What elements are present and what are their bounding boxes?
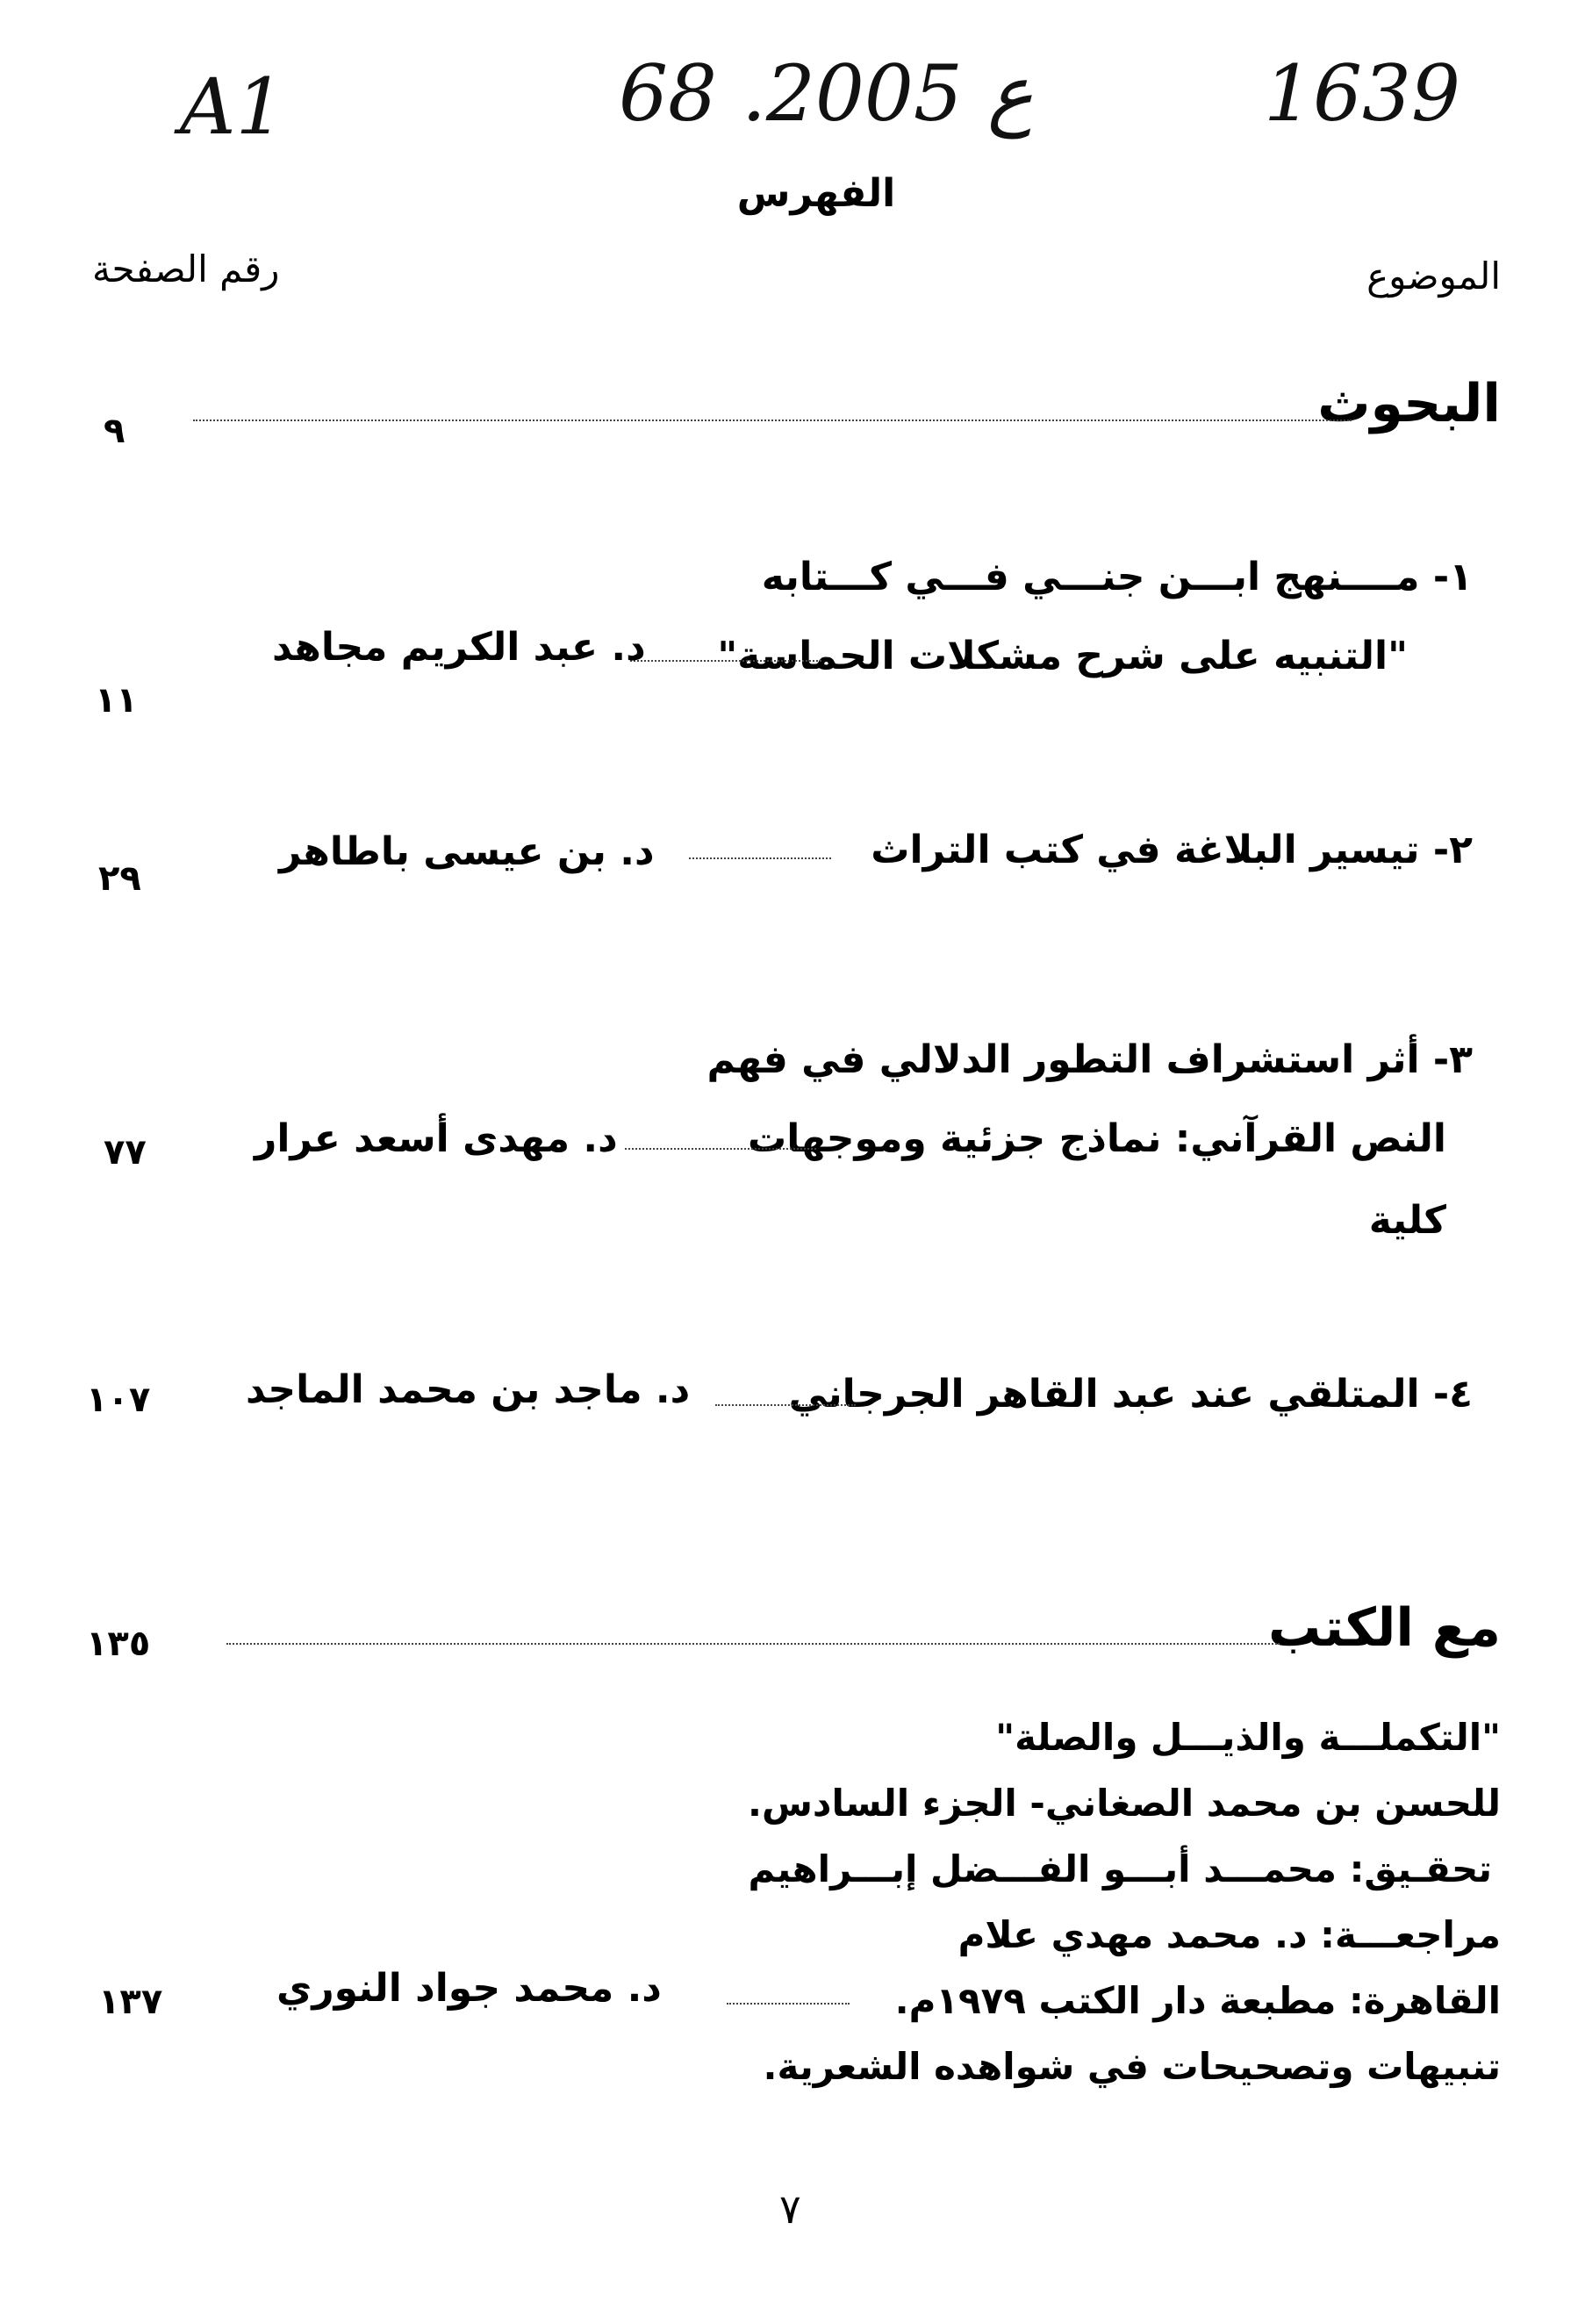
page-title: الفهرس: [736, 171, 896, 216]
handwritten-serial: 1639: [1264, 48, 1460, 139]
entry-3-author: د. مهدى أسعد عرار: [255, 1116, 618, 1161]
book-line-1: "التكملـــة والذيـــل والصلة": [995, 1716, 1501, 1759]
entry-3-page: ٧٧: [104, 1132, 147, 1173]
dot-leader: [226, 1643, 1280, 1645]
footer-page-number: ٧: [779, 2185, 801, 2233]
book-line-4: مراجعـــة: د. محمد مهدي علام: [957, 1913, 1501, 1956]
dot-leader: [630, 660, 821, 662]
entry-1-line-1: ١- مــــنهج ابـــن جنـــي فـــي كـــتابه: [761, 555, 1473, 599]
entry-1-line-2: "التنبيه على شرح مشكلات الحماسة": [717, 634, 1408, 678]
entry-2-line-1: ٢- تيسير البلاغة في كتب التراث: [871, 828, 1473, 872]
section-heading-books: مع الكتب: [1267, 1597, 1501, 1659]
dot-leader: [625, 1148, 816, 1150]
entry-3-line-1: ٣- أثر استشراف التطور الدلالي في فهم: [706, 1037, 1473, 1082]
book-review-page: ١٣٧: [98, 1982, 163, 2022]
dot-leader: [727, 2003, 850, 2005]
handwritten-volume-year: 68 .ع 2005: [619, 48, 1034, 139]
entry-4-page: ١٠٧: [86, 1380, 151, 1420]
entry-2-author: د. بن عيسى باطاهر: [279, 829, 655, 874]
entry-4-line-1: ٤- المتلقي عند عبد القاهر الجرجاني: [788, 1372, 1473, 1417]
book-line-2: للحسن بن محمد الصغاني- الجزء السادس.: [748, 1782, 1501, 1825]
column-page-header: رقم الصفحة: [92, 247, 280, 290]
entry-1-author: د. عبد الكريم مجاهد: [272, 625, 646, 670]
dot-leader: [715, 1404, 856, 1406]
book-line-5: القاهرة: مطبعة دار الكتب ١٩٧٩م.: [894, 1979, 1501, 2022]
book-line-3: تحقـيق: محمـــد أبـــو الفـــضل إبـــراهيم: [748, 1847, 1492, 1890]
entry-1-page: ١١: [95, 680, 138, 721]
entry-2-page: ٢٩: [98, 858, 141, 899]
entry-3-line-3: كلية: [1368, 1198, 1446, 1243]
book-line-6: تنبيهات وتصحيحات في شواهده الشعرية.: [763, 2045, 1501, 2088]
section-page-books: ١٣٥: [86, 1624, 151, 1664]
section-heading-research: البحوث: [1317, 373, 1501, 434]
dot-leader: [689, 857, 831, 859]
dot-leader: [193, 420, 1352, 421]
column-topic-header: الموضوع: [1366, 255, 1501, 298]
entry-4-author: د. ماجد بن محمد الماجد: [246, 1367, 691, 1412]
section-page-research: ٩: [104, 411, 126, 451]
book-review-author: د. محمد جواد النوري: [276, 1966, 662, 2011]
entry-3-line-2: النص القرآني: نماذج جزئية وموجهات: [748, 1116, 1446, 1161]
handwritten-code: A1: [180, 61, 285, 152]
